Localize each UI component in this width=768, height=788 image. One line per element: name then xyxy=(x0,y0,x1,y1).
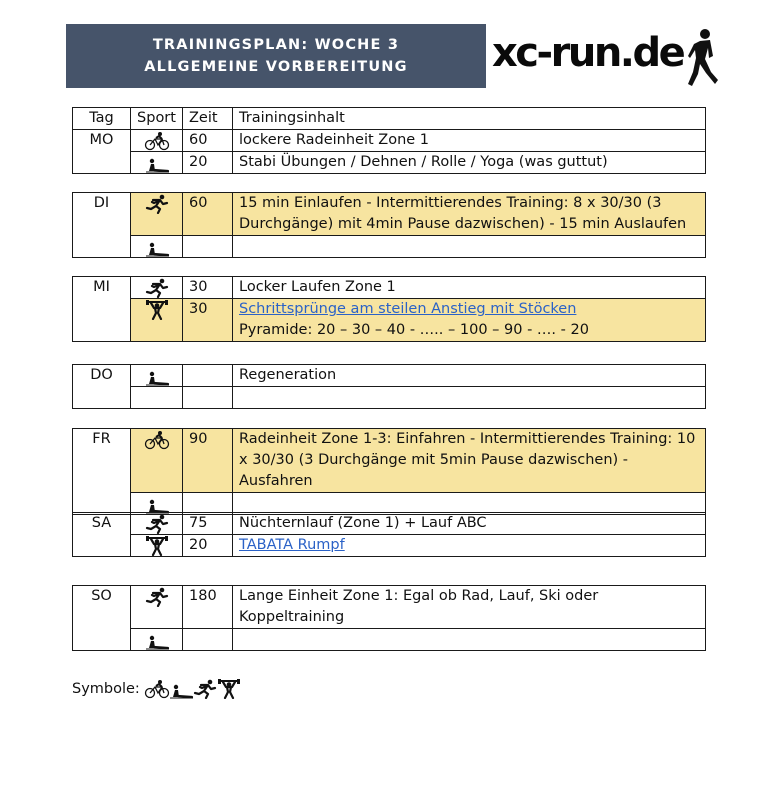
table-row xyxy=(73,277,706,299)
exercise-link[interactable]: Schrittsprünge am steilen Anstieg mit Stöcken xyxy=(239,301,577,317)
day-label: SA xyxy=(73,513,131,557)
training-content-cell: Nüchternlauf (Zone 1) + Lauf ABC xyxy=(233,513,706,535)
header-tag: Tag xyxy=(73,108,131,130)
table-row xyxy=(73,535,706,557)
run-icon xyxy=(144,194,170,214)
sport-cell xyxy=(131,513,183,535)
day-label: DI xyxy=(73,193,131,258)
stretch-icon xyxy=(144,366,170,386)
duration-cell: 180 xyxy=(183,586,233,629)
sport-cell xyxy=(131,535,183,557)
runner-logo-icon xyxy=(688,28,722,90)
training-content-cell xyxy=(233,387,706,409)
sport-cell xyxy=(131,236,183,258)
bike-icon xyxy=(144,679,168,699)
day-table-do xyxy=(72,364,706,409)
symbol-legend xyxy=(72,679,240,699)
duration-cell: 90 xyxy=(183,429,233,493)
stretch-icon xyxy=(144,494,170,514)
sport-cell xyxy=(131,130,183,152)
duration-cell: 30 xyxy=(183,299,233,342)
sport-cell xyxy=(131,365,183,387)
training-content-cell xyxy=(233,629,706,651)
title-line-2: ALLGEMEINE VORBEREITUNG xyxy=(144,59,408,75)
training-content-cell xyxy=(233,236,706,258)
training-content-cell: Stabi Übungen / Dehnen / Rolle / Yoga (was guttut) xyxy=(233,152,706,174)
strength-icon xyxy=(216,679,240,699)
table-row xyxy=(73,193,706,236)
training-content-cell: Radeinheit Zone 1-3: Einfahren - Intermittierendes Training: 10 x 30/30 (3 Durchgänge mit 5min Pause dazwischen) - Ausfahren xyxy=(233,429,706,493)
header-inhalt: Trainingsinhalt xyxy=(233,108,706,130)
duration-cell: 60 xyxy=(183,193,233,236)
duration-cell xyxy=(183,236,233,258)
table-row xyxy=(73,429,706,493)
plan-title-banner xyxy=(66,24,486,88)
table-row xyxy=(73,629,706,651)
day-label: MI xyxy=(73,277,131,342)
table-row xyxy=(73,152,706,174)
run-icon xyxy=(144,587,170,607)
header-sport: Sport xyxy=(131,108,183,130)
bike-icon xyxy=(144,131,170,151)
table-row xyxy=(73,130,706,152)
day-table-so xyxy=(72,585,706,651)
sport-cell xyxy=(131,387,183,409)
day-table-fr xyxy=(72,428,706,515)
table-row xyxy=(73,365,706,387)
day-table-mo xyxy=(72,107,706,174)
table-row xyxy=(73,299,706,342)
day-table-di xyxy=(72,192,706,258)
strength-icon xyxy=(144,536,170,556)
day-label: SO xyxy=(73,586,131,651)
training-content-cell: Regeneration xyxy=(233,365,706,387)
training-content-cell: Locker Laufen Zone 1 xyxy=(233,277,706,299)
duration-cell: 20 xyxy=(183,152,233,174)
table-row xyxy=(73,586,706,629)
sport-cell xyxy=(131,429,183,493)
table-header-row xyxy=(73,108,706,130)
training-content-cell xyxy=(233,535,706,557)
symbol-legend-label: Symbole: xyxy=(72,681,140,697)
day-table-sa xyxy=(72,512,706,557)
stretch-icon xyxy=(168,679,192,699)
run-icon xyxy=(144,514,170,534)
sport-cell xyxy=(131,586,183,629)
header-zeit: Zeit xyxy=(183,108,233,130)
day-label: MO xyxy=(73,130,131,174)
duration-cell: 75 xyxy=(183,513,233,535)
bike-icon xyxy=(144,430,170,450)
training-content-cell: lockere Radeinheit Zone 1 xyxy=(233,130,706,152)
title-line-1: TRAININGSPLAN: WOCHE 3 xyxy=(152,37,400,53)
duration-cell xyxy=(183,387,233,409)
training-content-cell: Lange Einheit Zone 1: Egal ob Rad, Lauf, Ski oder Koppeltraining xyxy=(233,586,706,629)
training-content-cell xyxy=(233,299,706,342)
sport-cell xyxy=(131,277,183,299)
sport-cell xyxy=(131,193,183,236)
logo-text: xc-run.de xyxy=(492,30,684,76)
duration-cell: 30 xyxy=(183,277,233,299)
strength-icon xyxy=(144,300,170,320)
sport-cell xyxy=(131,152,183,174)
duration-cell: 60 xyxy=(183,130,233,152)
stretch-icon xyxy=(144,153,170,173)
run-icon xyxy=(144,278,170,298)
xc-run-logo[interactable] xyxy=(490,28,730,92)
table-row xyxy=(73,513,706,535)
duration-cell: 20 xyxy=(183,535,233,557)
stretch-icon xyxy=(144,630,170,650)
sport-cell xyxy=(131,629,183,651)
stretch-icon xyxy=(144,237,170,257)
duration-cell xyxy=(183,365,233,387)
duration-cell xyxy=(183,629,233,651)
day-table-mi xyxy=(72,276,706,342)
table-row xyxy=(73,236,706,258)
sport-cell xyxy=(131,299,183,342)
training-content-cell: 15 min Einlaufen - Intermittierendes Training: 8 x 30/30 (3 Durchgänge) mit 4min Pause dazwischen) - 15 min Auslaufen xyxy=(233,193,706,236)
run-icon xyxy=(192,679,216,699)
day-label: DO xyxy=(73,365,131,409)
day-label: FR xyxy=(73,429,131,515)
exercise-link[interactable]: TABATA Rumpf xyxy=(239,537,345,553)
table-row xyxy=(73,387,706,409)
training-text: Pyramide: 20 – 30 – 40 - ….. – 100 – 90 - …. - 20 xyxy=(239,322,589,338)
